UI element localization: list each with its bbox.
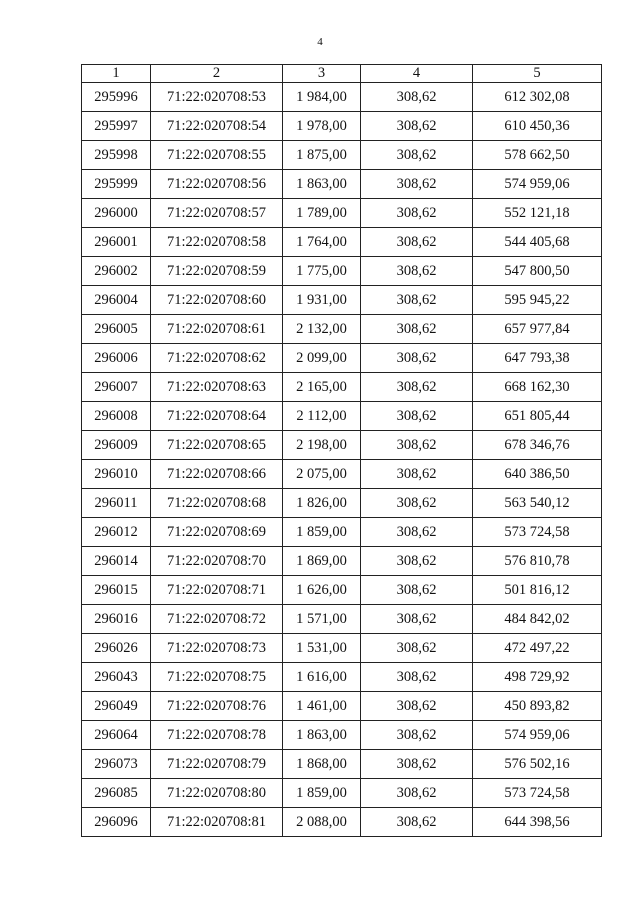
value-cell: 576 502,16 [473, 750, 602, 779]
row-id-cell: 296015 [82, 576, 151, 605]
value-cell: 552 121,18 [473, 199, 602, 228]
column-number-3: 3 [283, 65, 361, 83]
cadastral-number-cell: 71:22:020708:80 [151, 779, 283, 808]
area-cell: 1 859,00 [283, 518, 361, 547]
rate-cell: 308,62 [361, 315, 473, 344]
area-cell: 1 826,00 [283, 489, 361, 518]
row-id-cell: 296096 [82, 808, 151, 837]
row-id-cell: 296064 [82, 721, 151, 750]
column-number-5: 5 [473, 65, 602, 83]
value-cell: 484 842,02 [473, 605, 602, 634]
cadastral-number-cell: 71:22:020708:57 [151, 199, 283, 228]
cadastral-number-cell: 71:22:020708:63 [151, 373, 283, 402]
cadastral-number-cell: 71:22:020708:53 [151, 83, 283, 112]
page-number: 4 [317, 36, 323, 48]
cadastral-number-cell: 71:22:020708:69 [151, 518, 283, 547]
table-row [82, 605, 602, 634]
table-row [82, 83, 602, 112]
table-row [82, 489, 602, 518]
value-cell: 678 346,76 [473, 431, 602, 460]
value-cell: 573 724,58 [473, 779, 602, 808]
row-id-cell: 296000 [82, 199, 151, 228]
row-id-cell: 295999 [82, 170, 151, 199]
rate-cell: 308,62 [361, 199, 473, 228]
value-cell: 657 977,84 [473, 315, 602, 344]
value-cell: 573 724,58 [473, 518, 602, 547]
table-row [82, 750, 602, 779]
rate-cell: 308,62 [361, 489, 473, 518]
cadastral-number-cell: 71:22:020708:59 [151, 257, 283, 286]
table-row [82, 315, 602, 344]
column-number-1: 1 [82, 65, 151, 83]
table-row [82, 663, 602, 692]
area-cell: 1 863,00 [283, 170, 361, 199]
value-cell: 612 302,08 [473, 83, 602, 112]
table-row [82, 199, 602, 228]
cadastral-number-cell: 71:22:020708:61 [151, 315, 283, 344]
area-cell: 1 931,00 [283, 286, 361, 315]
rate-cell: 308,62 [361, 170, 473, 199]
cadastral-number-cell: 71:22:020708:62 [151, 344, 283, 373]
cadastral-number-cell: 71:22:020708:75 [151, 663, 283, 692]
table-row [82, 721, 602, 750]
rate-cell: 308,62 [361, 228, 473, 257]
area-cell: 1 531,00 [283, 634, 361, 663]
rate-cell: 308,62 [361, 518, 473, 547]
value-cell: 544 405,68 [473, 228, 602, 257]
table-row [82, 460, 602, 489]
value-cell: 574 959,06 [473, 170, 602, 199]
cadastral-number-cell: 71:22:020708:66 [151, 460, 283, 489]
row-id-cell: 296011 [82, 489, 151, 518]
cadastral-number-cell: 71:22:020708:79 [151, 750, 283, 779]
table-row [82, 808, 602, 837]
area-cell: 2 099,00 [283, 344, 361, 373]
row-id-cell: 296026 [82, 634, 151, 663]
rate-cell: 308,62 [361, 112, 473, 141]
table-row [82, 170, 602, 199]
land-plot-table [81, 64, 602, 837]
area-cell: 1 984,00 [283, 83, 361, 112]
area-cell: 2 075,00 [283, 460, 361, 489]
rate-cell: 308,62 [361, 286, 473, 315]
rate-cell: 308,62 [361, 431, 473, 460]
row-id-cell: 296002 [82, 257, 151, 286]
area-cell: 1 875,00 [283, 141, 361, 170]
value-cell: 578 662,50 [473, 141, 602, 170]
area-cell: 1 859,00 [283, 779, 361, 808]
cadastral-number-cell: 71:22:020708:70 [151, 547, 283, 576]
rate-cell: 308,62 [361, 779, 473, 808]
table-row [82, 257, 602, 286]
row-id-cell: 296043 [82, 663, 151, 692]
value-cell: 595 945,22 [473, 286, 602, 315]
rate-cell: 308,62 [361, 373, 473, 402]
table-row [82, 692, 602, 721]
row-id-cell: 295998 [82, 141, 151, 170]
row-id-cell: 296004 [82, 286, 151, 315]
rate-cell: 308,62 [361, 663, 473, 692]
cadastral-number-cell: 71:22:020708:71 [151, 576, 283, 605]
row-id-cell: 296073 [82, 750, 151, 779]
cadastral-number-cell: 71:22:020708:58 [151, 228, 283, 257]
area-cell: 2 088,00 [283, 808, 361, 837]
row-id-cell: 296006 [82, 344, 151, 373]
table-row [82, 779, 602, 808]
row-id-cell: 296008 [82, 402, 151, 431]
cadastral-number-cell: 71:22:020708:81 [151, 808, 283, 837]
rate-cell: 308,62 [361, 750, 473, 779]
rate-cell: 308,62 [361, 460, 473, 489]
area-cell: 1 789,00 [283, 199, 361, 228]
cadastral-number-cell: 71:22:020708:54 [151, 112, 283, 141]
row-id-cell: 296014 [82, 547, 151, 576]
table-row [82, 141, 602, 170]
table-row [82, 431, 602, 460]
table-row [82, 112, 602, 141]
cadastral-number-cell: 71:22:020708:60 [151, 286, 283, 315]
table-body [82, 83, 602, 837]
rate-cell: 308,62 [361, 808, 473, 837]
rate-cell: 308,62 [361, 83, 473, 112]
rate-cell: 308,62 [361, 605, 473, 634]
row-id-cell: 296009 [82, 431, 151, 460]
table-row [82, 634, 602, 663]
cadastral-number-cell: 71:22:020708:56 [151, 170, 283, 199]
table-row [82, 576, 602, 605]
table-row [82, 286, 602, 315]
row-id-cell: 295996 [82, 83, 151, 112]
area-cell: 1 863,00 [283, 721, 361, 750]
value-cell: 640 386,50 [473, 460, 602, 489]
row-id-cell: 296005 [82, 315, 151, 344]
row-id-cell: 296007 [82, 373, 151, 402]
cadastral-number-cell: 71:22:020708:72 [151, 605, 283, 634]
area-cell: 1 775,00 [283, 257, 361, 286]
area-cell: 2 198,00 [283, 431, 361, 460]
rate-cell: 308,62 [361, 721, 473, 750]
value-cell: 644 398,56 [473, 808, 602, 837]
row-id-cell: 296016 [82, 605, 151, 634]
value-cell: 647 793,38 [473, 344, 602, 373]
area-cell: 2 165,00 [283, 373, 361, 402]
area-cell: 1 616,00 [283, 663, 361, 692]
value-cell: 651 805,44 [473, 402, 602, 431]
cadastral-number-cell: 71:22:020708:64 [151, 402, 283, 431]
value-cell: 576 810,78 [473, 547, 602, 576]
value-cell: 610 450,36 [473, 112, 602, 141]
row-id-cell: 295997 [82, 112, 151, 141]
area-cell: 1 869,00 [283, 547, 361, 576]
column-number-4: 4 [361, 65, 473, 83]
area-cell: 1 978,00 [283, 112, 361, 141]
value-cell: 501 816,12 [473, 576, 602, 605]
rate-cell: 308,62 [361, 547, 473, 576]
rate-cell: 308,62 [361, 402, 473, 431]
column-number-row [82, 65, 602, 83]
area-cell: 1 461,00 [283, 692, 361, 721]
rate-cell: 308,62 [361, 344, 473, 373]
rate-cell: 308,62 [361, 257, 473, 286]
table-row [82, 228, 602, 257]
table-row [82, 373, 602, 402]
area-cell: 2 112,00 [283, 402, 361, 431]
table-row [82, 344, 602, 373]
value-cell: 574 959,06 [473, 721, 602, 750]
table-row [82, 547, 602, 576]
area-cell: 1 764,00 [283, 228, 361, 257]
cadastral-number-cell: 71:22:020708:78 [151, 721, 283, 750]
area-cell: 1 868,00 [283, 750, 361, 779]
area-cell: 1 626,00 [283, 576, 361, 605]
value-cell: 563 540,12 [473, 489, 602, 518]
rate-cell: 308,62 [361, 141, 473, 170]
area-cell: 1 571,00 [283, 605, 361, 634]
cadastral-number-cell: 71:22:020708:68 [151, 489, 283, 518]
cadastral-number-cell: 71:22:020708:76 [151, 692, 283, 721]
rate-cell: 308,62 [361, 692, 473, 721]
cadastral-number-cell: 71:22:020708:73 [151, 634, 283, 663]
row-id-cell: 296012 [82, 518, 151, 547]
row-id-cell: 296010 [82, 460, 151, 489]
table-row [82, 402, 602, 431]
cadastral-number-cell: 71:22:020708:65 [151, 431, 283, 460]
rate-cell: 308,62 [361, 634, 473, 663]
area-cell: 2 132,00 [283, 315, 361, 344]
row-id-cell: 296001 [82, 228, 151, 257]
value-cell: 498 729,92 [473, 663, 602, 692]
value-cell: 547 800,50 [473, 257, 602, 286]
table-row [82, 518, 602, 547]
rate-cell: 308,62 [361, 576, 473, 605]
value-cell: 668 162,30 [473, 373, 602, 402]
value-cell: 450 893,82 [473, 692, 602, 721]
row-id-cell: 296085 [82, 779, 151, 808]
cadastral-number-cell: 71:22:020708:55 [151, 141, 283, 170]
row-id-cell: 296049 [82, 692, 151, 721]
value-cell: 472 497,22 [473, 634, 602, 663]
column-number-2: 2 [151, 65, 283, 83]
